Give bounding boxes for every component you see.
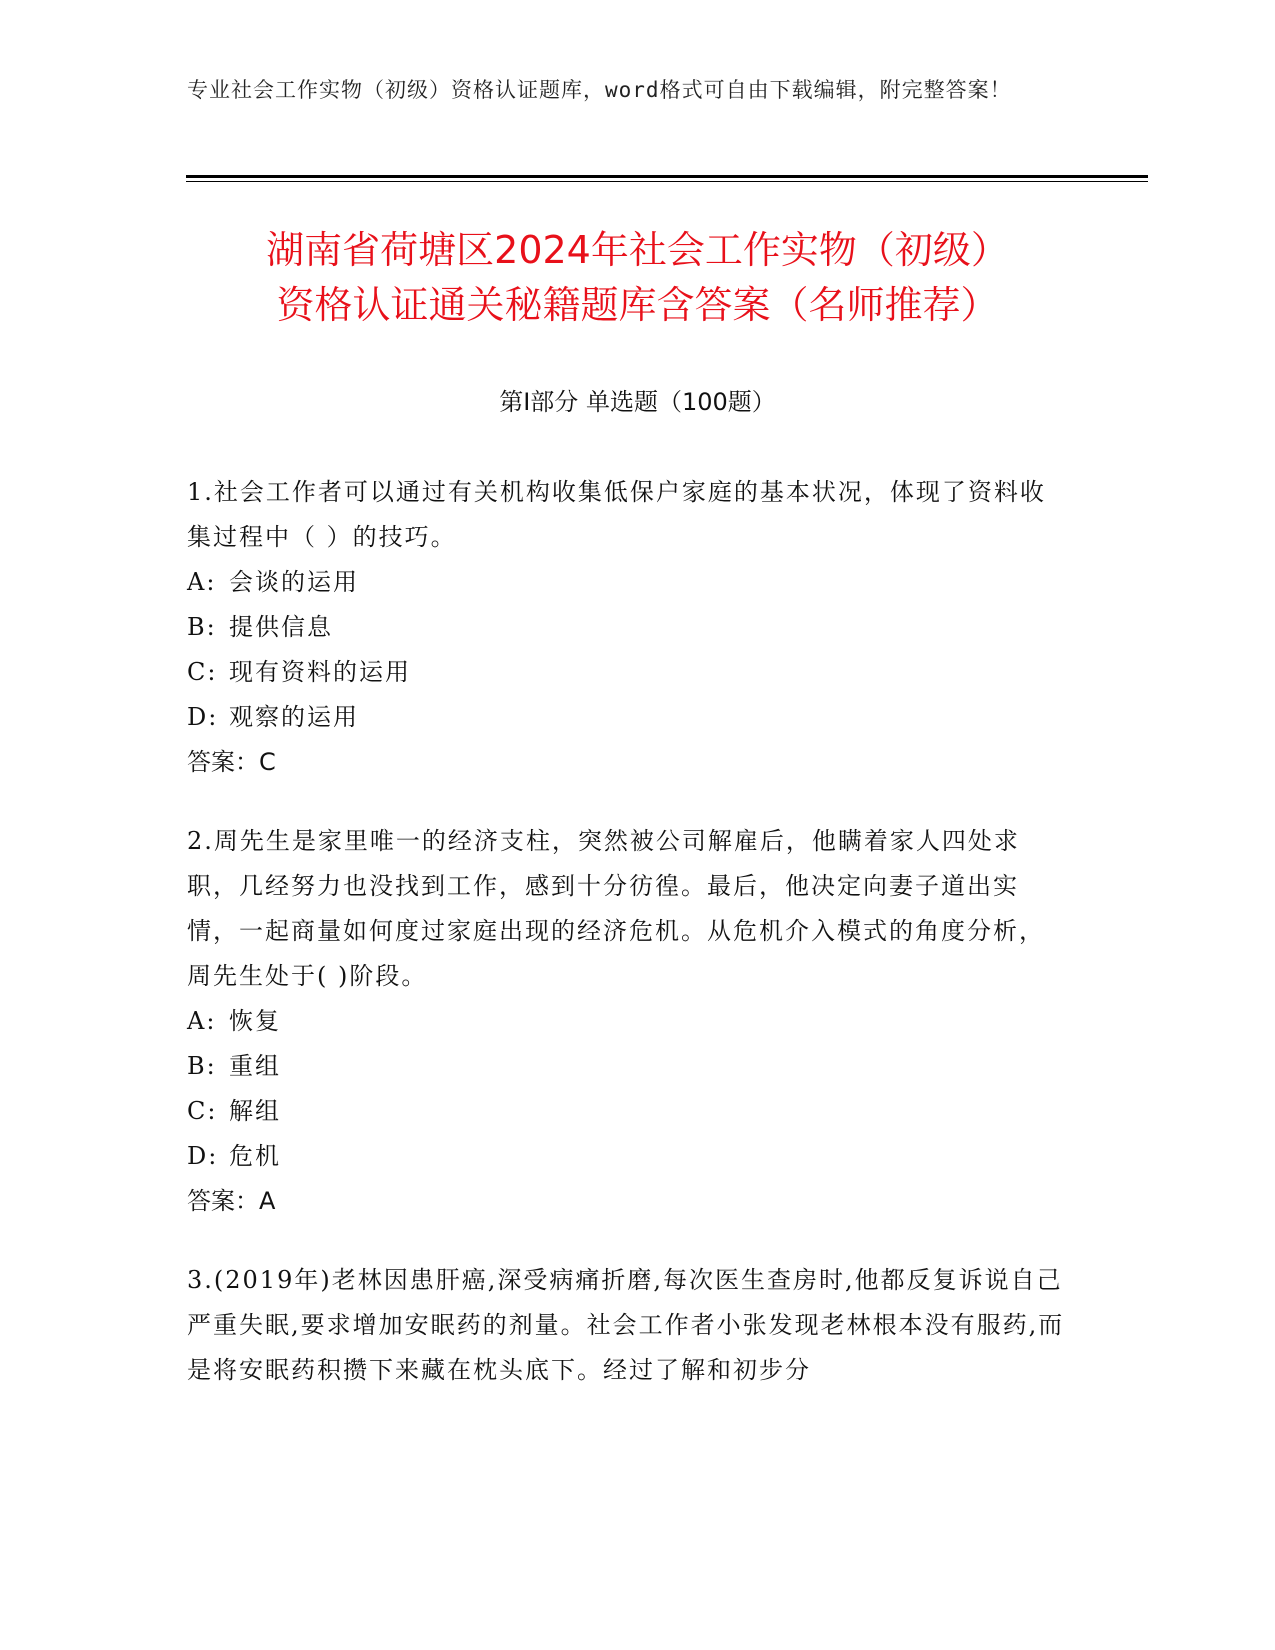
option-text: 观察的运用 [229,703,359,731]
document-title-line-2: 资格认证通关秘籍题库含答案（名师推荐） [276,283,999,327]
question-3 [187,1258,1067,1393]
option-text: 解组 [229,1097,281,1125]
document-title [150,223,1125,333]
question-1 [187,470,1067,785]
option-letter: A: [187,568,217,596]
option-letter: A: [187,1007,217,1035]
answer-label: 答案：C [187,748,276,776]
answer-label: 答案：A [187,1187,276,1215]
question-list [187,470,1067,1427]
section-heading: 第Ⅰ部分 单选题（100题） [499,388,776,416]
question-stem: 1.社会工作者可以通过有关机构收集低保户家庭的基本状况，体现了资料收集过程中（ ）的技巧。 [187,478,1046,551]
option-letter: C: [187,658,218,686]
option-text: 重组 [229,1052,281,1080]
option-text: 会谈的运用 [229,568,359,596]
option-text: 提供信息 [229,613,333,641]
option-a [187,560,1067,605]
option-d [187,695,1067,740]
question-stem: 3.(2019年)老林因患肝癌,深受病痛折磨,每次医生查房时,他都反复诉说自己严重失眠,要求增加安眠药的剂量。社会工作者小张发现老林根本没有服药,而是将安眠药积攒下来藏在枕头底下。经过了解和初步分 [187,1266,1065,1384]
question-stem: 2.周先生是家里唯一的经济支柱，突然被公司解雇后，他瞒着家人四处求职，几经努力也没找到工作，感到十分彷徨。最后，他决定向妻子道出实情，一起商量如何度过家庭出现的经济危机。从危机介入模式的角度分析，周先生处于( )阶段。 [187,827,1045,990]
option-text: 危机 [229,1142,281,1170]
header-divider-thick [186,175,1148,178]
option-b [187,1044,1067,1089]
option-c [187,1089,1067,1134]
option-text: 现有资料的运用 [229,658,411,686]
option-a [187,999,1067,1044]
header-divider-thin [186,181,1148,182]
question-2 [187,819,1067,1224]
option-letter: B: [187,613,217,641]
option-letter: B: [187,1052,217,1080]
option-letter: D: [187,703,219,731]
option-letter: C: [187,1097,218,1125]
option-b [187,605,1067,650]
option-d [187,1134,1067,1179]
document-title-line-1: 湖南省荷塘区2024年社会工作实物（初级） [266,228,1009,272]
option-letter: D: [187,1142,219,1170]
option-c [187,650,1067,695]
header-note: 专业社会工作实物（初级）资格认证题库，word格式可自由下载编辑，附完整答案！ [187,78,1012,102]
option-text: 恢复 [229,1007,281,1035]
